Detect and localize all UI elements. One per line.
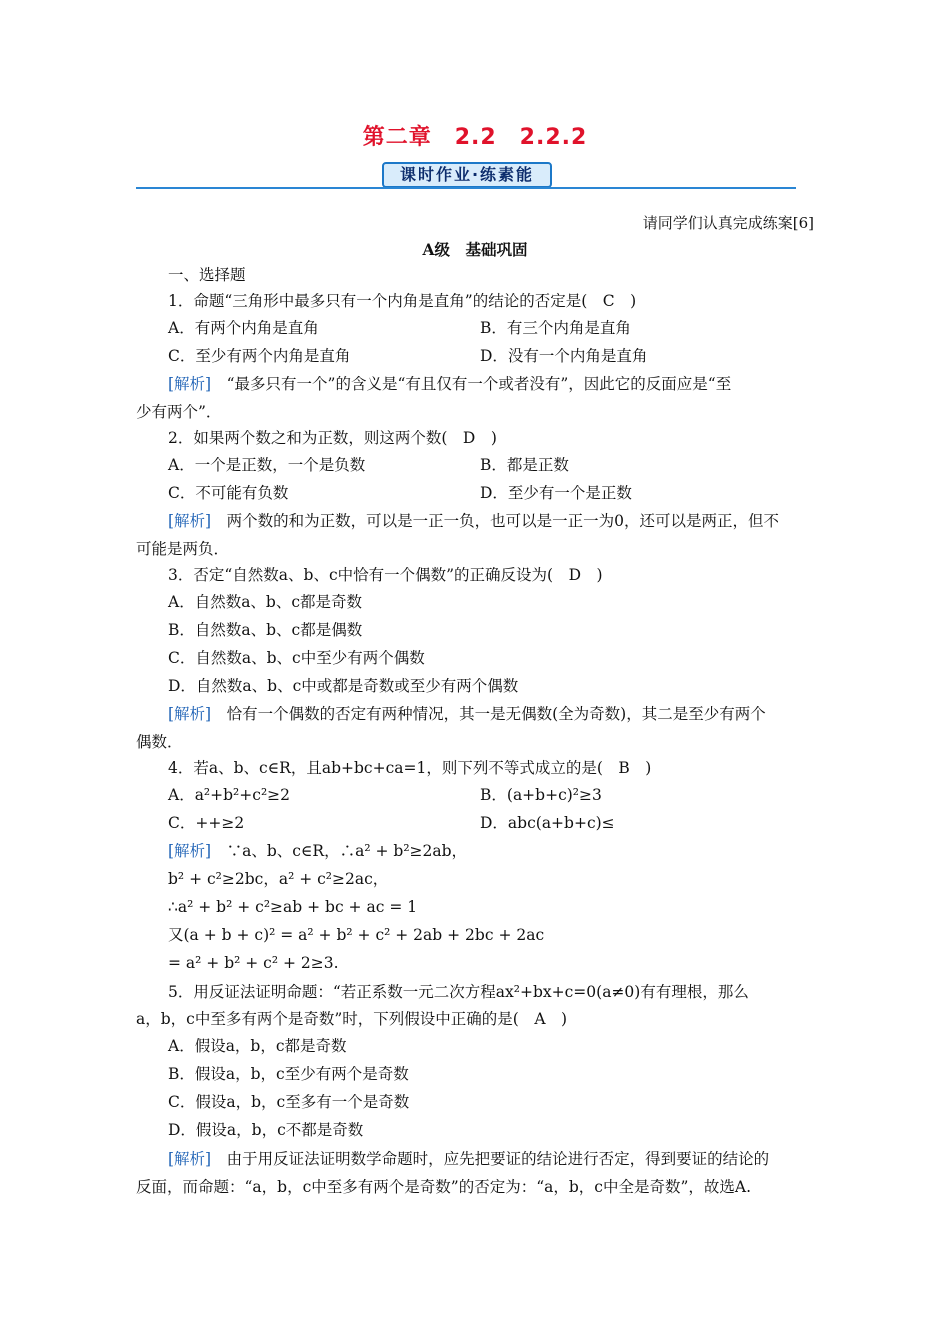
question-3-stem: 3．否定“自然数a、b、c中恰有一个偶数”的正确反设为( D ) xyxy=(168,566,603,584)
q2-analysis-line-2: 可能是两负． xyxy=(136,540,230,558)
q4-option-a: A．a²+b²+c²≥2 xyxy=(168,786,291,804)
q4-analysis-line-1 xyxy=(168,841,467,861)
q2-option-a: A．一个是正数，一个是负数 xyxy=(168,456,366,474)
homework-banner: 课时作业·练素能 xyxy=(382,162,552,188)
q1-option-a: A．有两个内角是直角 xyxy=(168,319,319,337)
q4-analysis-line-2: b² + c²≥2bc，a² + c²≥2ac， xyxy=(168,870,389,888)
header-divider xyxy=(136,187,796,189)
q2-option-d: D．至少有一个是正数 xyxy=(480,484,632,502)
q4-option-c: C．++≥2 xyxy=(168,814,245,832)
q5-option-a: A．假设a，b，c都是奇数 xyxy=(168,1037,347,1055)
analysis-text: 由于用反证法证明数学命题时，应先把要证的结论进行否定，得到要证的结论的 xyxy=(211,1150,770,1168)
analysis-text: 两个数的和为正数，可以是一正一负，也可以是一正一为0，还可以是两正，但不 xyxy=(211,512,779,530)
q3-option-b: B．自然数a、b、c都是偶数 xyxy=(168,621,363,639)
question-4-stem: 4．若a、b、c∈R，且ab+bc+ca=1，则下列不等式成立的是( B ) xyxy=(168,759,652,777)
q4-option-b: B．(a+b+c)²≥3 xyxy=(480,786,602,804)
question-5-stem-line-2: a，b，c中至多有两个是奇数”时，下列假设中正确的是( A ) xyxy=(136,1010,568,1028)
analysis-text: ∵a、b、c∈R，∴a² + b²≥2ab， xyxy=(211,842,468,860)
exercise-hint: 请同学们认真完成练案[6] xyxy=(642,214,814,232)
q3-option-a: A．自然数a、b、c都是奇数 xyxy=(168,593,363,611)
analysis-tag: [解析] xyxy=(168,375,212,393)
q4-analysis-line-4: 又(a + b + c)² = a² + b² + c² + 2ab + 2bc + 2ac xyxy=(168,926,545,944)
q4-analysis-line-5: = a² + b² + c² + 2≥3. xyxy=(168,954,339,972)
q4-option-d: D．abc(a+b+c)≤ xyxy=(480,814,615,832)
question-5-stem-line-1: 5．用反证法证明命题：“若正系数一元二次方程ax²+bx+c=0(a≠0)有有理根，那么 xyxy=(168,983,749,1001)
q3-analysis-line-1 xyxy=(168,704,766,724)
q1-option-b: B．有三个内角是直角 xyxy=(480,319,631,337)
section-heading: 一、选择题 xyxy=(168,266,246,284)
q2-analysis-line-1 xyxy=(168,511,779,531)
analysis-tag: [解析] xyxy=(168,512,212,530)
question-1-stem: 1．命题“三角形中最多只有一个内角是直角”的结论的否定是( C ) xyxy=(168,292,637,310)
q5-option-d: D．假设a，b，c不都是奇数 xyxy=(168,1121,364,1139)
question-2-stem: 2．如果两个数之和为正数，则这两个数( D ) xyxy=(168,429,497,447)
chapter-title: 第二章 2.2 2.2.2 xyxy=(362,125,588,150)
q2-option-c: C．不可能有负数 xyxy=(168,484,289,502)
analysis-tag: [解析] xyxy=(168,1150,212,1168)
level-heading: A级 基础巩固 xyxy=(422,240,528,259)
q3-analysis-line-2: 偶数． xyxy=(136,733,183,751)
q4-analysis-line-3: ∴a² + b² + c²≥ab + bc + ac = 1 xyxy=(168,898,418,916)
analysis-tag: [解析] xyxy=(168,842,212,860)
q1-analysis-line-2: 少有两个”． xyxy=(136,403,222,421)
q1-analysis-line-1 xyxy=(168,374,731,394)
q3-option-c: C．自然数a、b、c中至少有两个偶数 xyxy=(168,649,425,667)
analysis-tag: [解析] xyxy=(168,705,212,723)
q5-option-b: B．假设a，b，c至少有两个是奇数 xyxy=(168,1065,409,1083)
q1-option-c: C．至少有两个内角是直角 xyxy=(168,347,351,365)
q5-analysis-line-1 xyxy=(168,1149,769,1169)
q2-option-b: B．都是正数 xyxy=(480,456,569,474)
q3-option-d: D．自然数a、b、c中或都是奇数或至少有两个偶数 xyxy=(168,677,519,695)
q5-option-c: C．假设a，b，c至多有一个是奇数 xyxy=(168,1093,410,1111)
q5-analysis-line-2: 反面，而命题：“a，b，c中至多有两个是奇数”的否定为：“a，b，c中全是奇数”，故选A. xyxy=(136,1178,752,1196)
analysis-text: “最多只有一个”的含义是“有且仅有一个或者没有”，因此它的反面应是“至 xyxy=(211,375,732,393)
analysis-text: 恰有一个偶数的否定有两种情况，其一是无偶数(全为奇数)，其二是至少有两个 xyxy=(211,705,766,723)
q1-option-d: D．没有一个内角是直角 xyxy=(480,347,648,365)
